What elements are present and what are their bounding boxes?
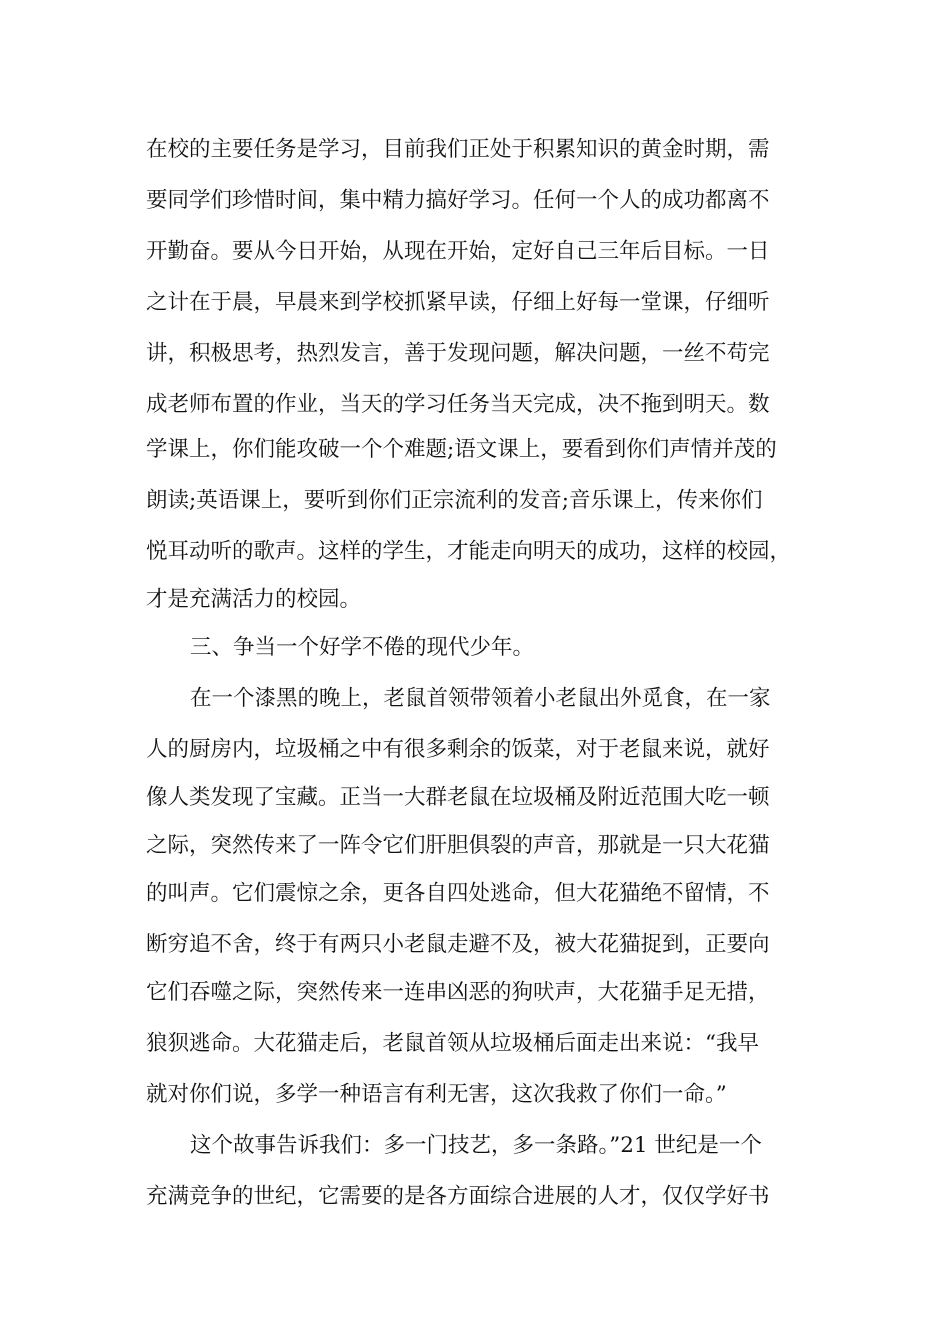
text-line: 之计在于晨，早晨来到学校抓紧早读，仔细上好每一堂课，仔细听: [146, 290, 770, 315]
text-line: 之际，突然传来了一阵令它们肝胆俱裂的声音，那就是一只大花猫: [146, 833, 770, 858]
text-line: 讲，积极思考，热烈发言，善于发现问题，解决问题，一丝不苟完: [146, 341, 770, 366]
text-line: 的叫声。它们震惊之余，更各自四处逃命，但大花猫绝不留情，不: [146, 881, 770, 906]
text-line: 开勤奋。要从今日开始，从现在开始，定好自己三年后目标。一日: [146, 239, 770, 264]
text-line: 断穷追不舍，终于有两只小老鼠走避不及，被大花猫捉到，正要向: [146, 932, 770, 957]
text-line: 人的厨房内，垃圾桶之中有很多剩余的饭菜，对于老鼠来说，就好: [146, 737, 770, 762]
text-line: 充满竞争的世纪，它需要的是各方面综合进展的人才，仅仅学好书: [146, 1184, 770, 1209]
text-line: 要同学们珍惜时间，集中精力搞好学习。任何一个人的成功都离不: [146, 188, 770, 213]
text-line: 狼狈逃命。大花猫走后，老鼠首领从垃圾桶后面走出来说：“我早: [146, 1031, 759, 1056]
text-line: 就对你们说，多学一种语言有利无害，这次我救了你们一命。”: [146, 1082, 727, 1107]
text-line: 才是充满活力的校园。: [146, 587, 362, 612]
text-line: 悦耳动听的歌声。这样的学生，才能走向明天的成功，这样的校园，: [146, 539, 792, 564]
text-line: 学课上，你们能攻破一个个难题;语文课上，要看到你们声情并茂的: [146, 437, 777, 462]
text-line: 成老师布置的作业，当天的学习任务当天完成，决不拖到明天。数: [146, 392, 770, 417]
text-line: 朗读;英语课上，要听到你们正宗流利的发音;音乐课上，传来你们: [146, 488, 763, 513]
section-heading: 三、争当一个好学不倦的现代少年。: [190, 635, 535, 660]
text-line: 在一个漆黑的晚上，老鼠首领带领着小老鼠出外觅食，在一家: [190, 686, 771, 711]
text-line: 它们吞噬之际，突然传来一连串凶恶的狗吠声，大花猫手足无措，: [146, 980, 770, 1005]
text-line: 像人类发现了宝藏。正当一大群老鼠在垃圾桶及附近范围大吃一顿: [146, 785, 770, 810]
text-line: 在校的主要任务是学习，目前我们正处于积累知识的黄金时期，需: [146, 137, 770, 162]
text-line: 这个故事告诉我们：多一门技艺，多一条路。”21 世纪是一个: [190, 1133, 762, 1158]
